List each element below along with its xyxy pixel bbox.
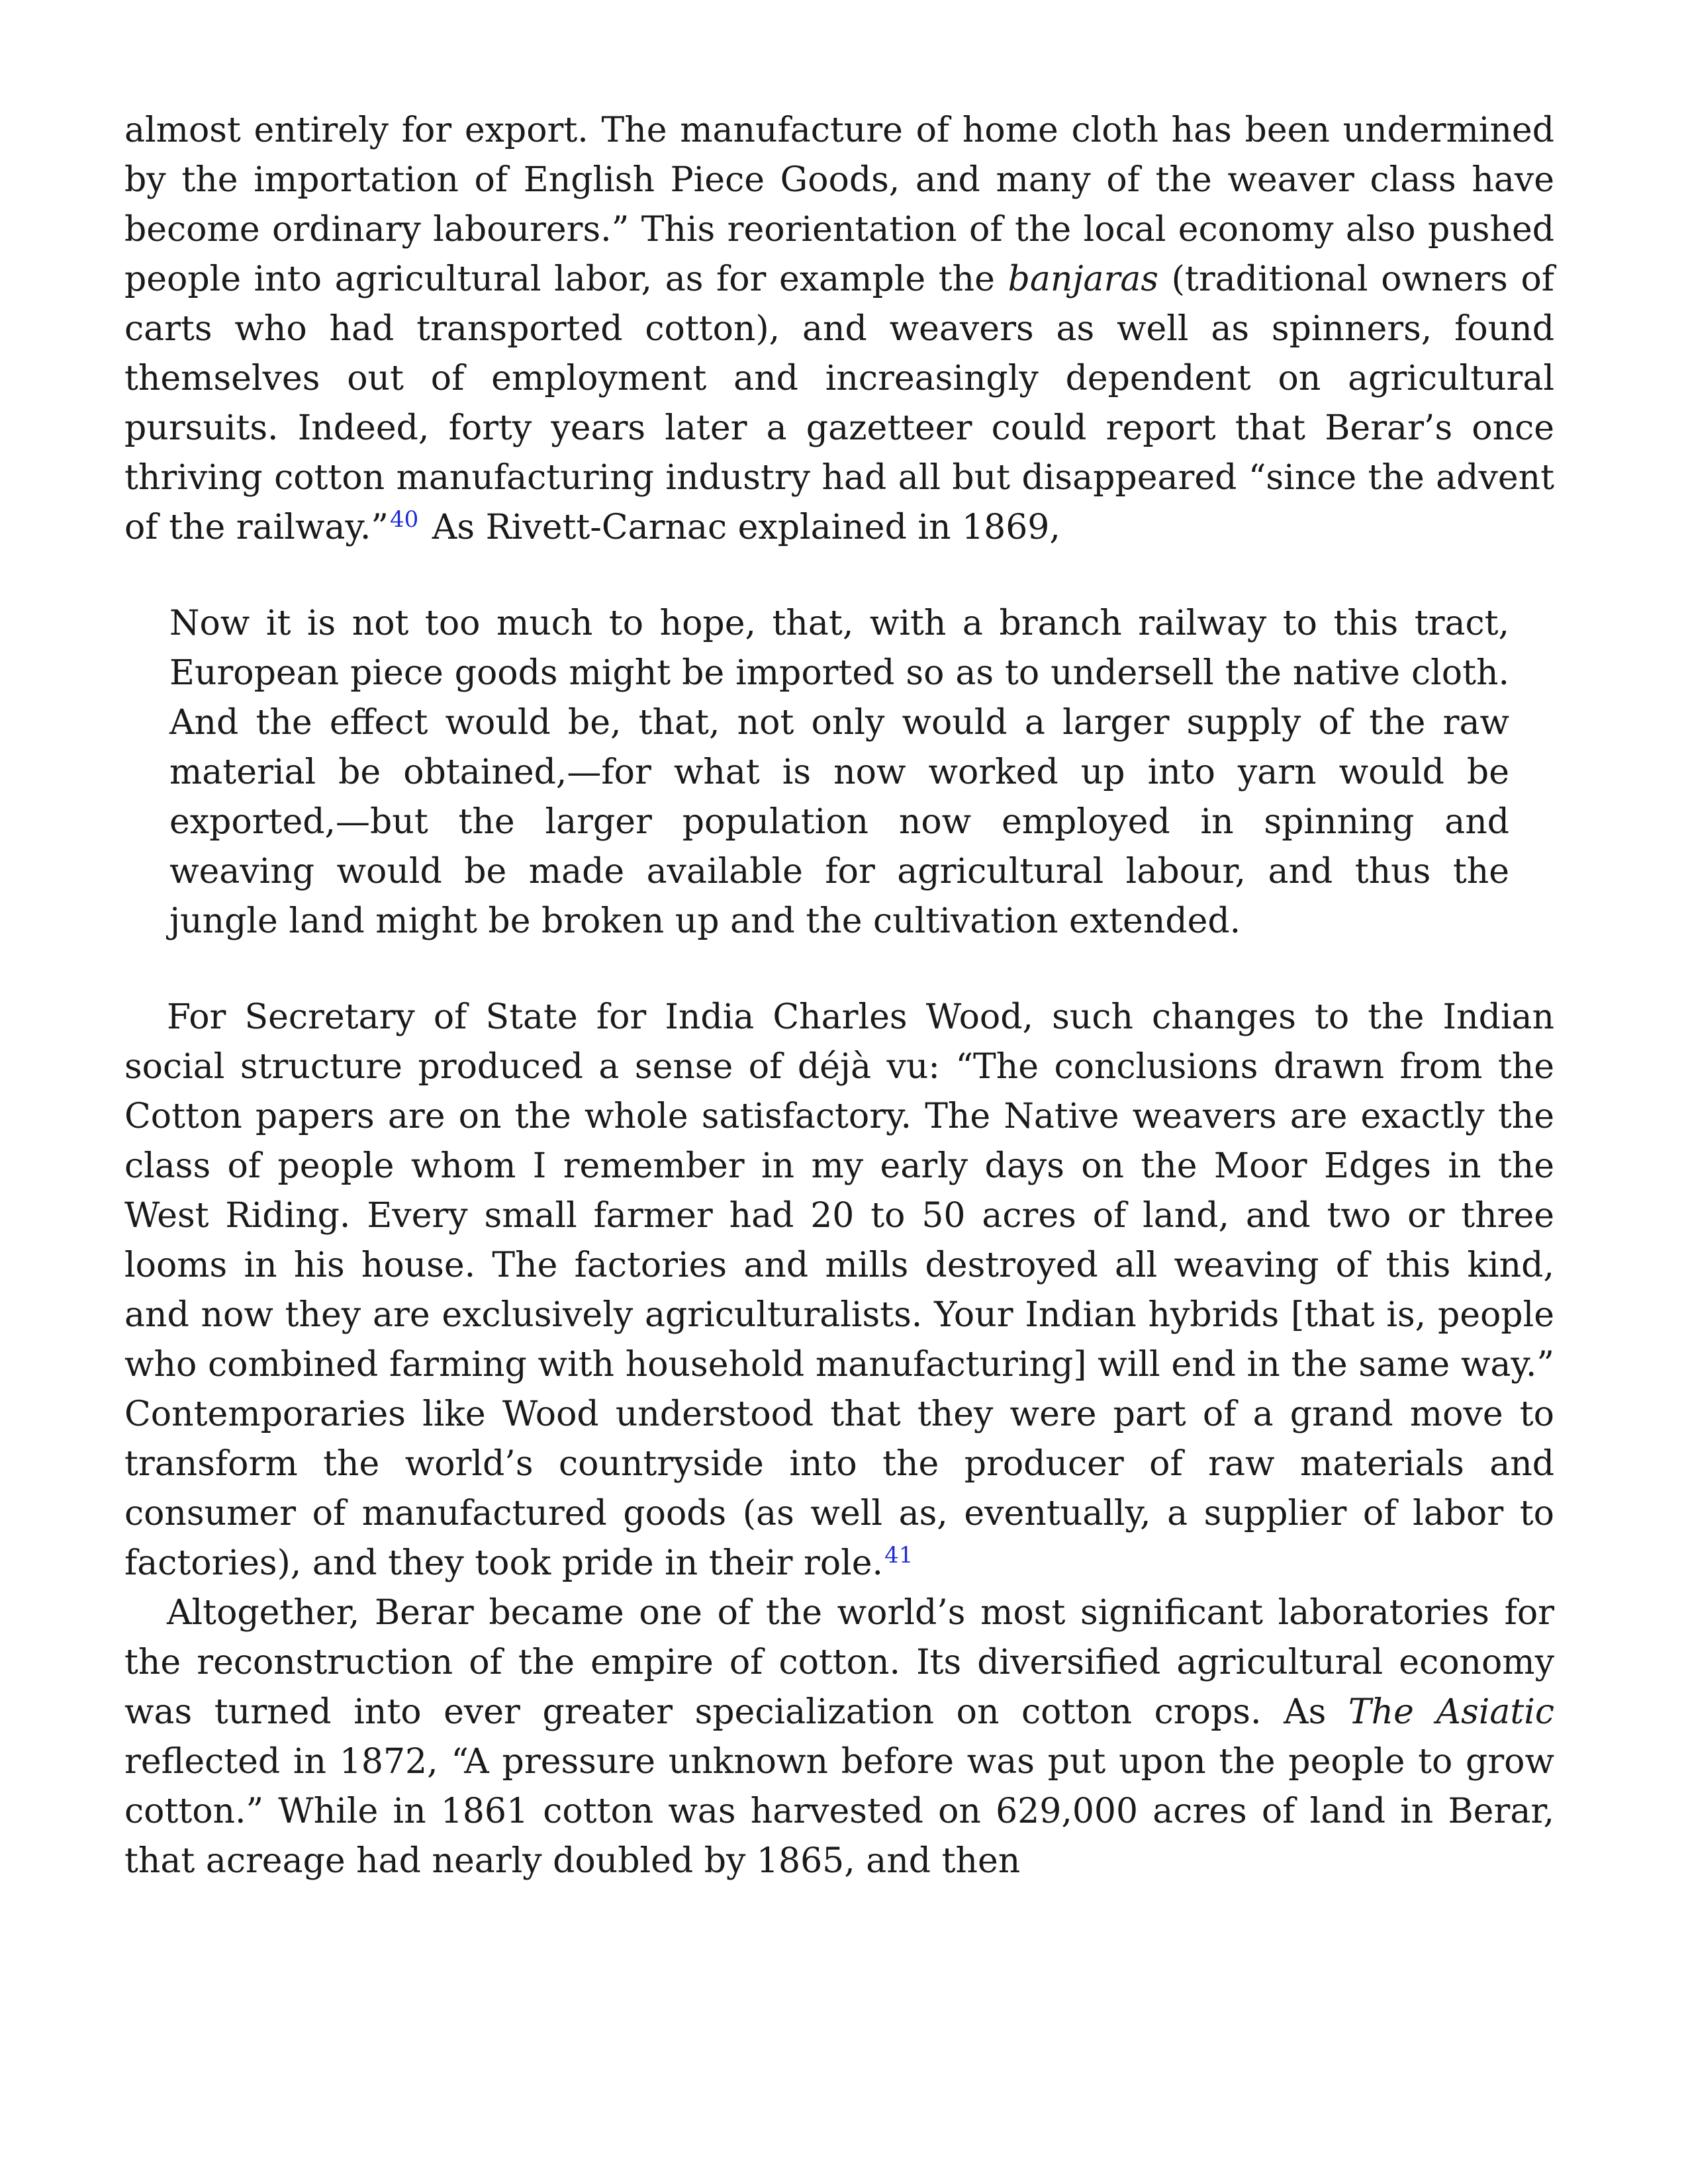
block-quote: Now it is not too much to hope, that, with a branch railway to this tract, European piece goods might be imported so as to undersell the native cloth. And the effect would be, that, not only would a larger supply of the raw material be obtained,—for what is now worked up into yarn would be exported,—but the larger population now employed in spinning and weaving would be made available for agricultural labour, and thus the jungle land might be broken up and the cultivation extended. bbox=[169, 604, 1509, 941]
paragraph-2 bbox=[124, 993, 1554, 1588]
paragraph-3-italic-title: The Asiatic bbox=[1348, 1692, 1554, 1732]
page-body bbox=[124, 106, 1554, 1886]
footnote-ref-40[interactable]: 40 bbox=[390, 506, 419, 533]
footnote-ref-41[interactable]: 41 bbox=[884, 1541, 914, 1569]
paragraph-1 bbox=[124, 106, 1554, 553]
paragraph-3-text-a: Altogether, Berar became one of the world’s most significant laboratories for the reconstruction of the empire of cotton. Its diversified agricultural economy was turned into ever greater specialization on cotton crops. As bbox=[124, 1593, 1554, 1732]
paragraph-3-text-b: reflected in 1872, “A pressure unknown before was put upon the people to grow cotton.” While in 1861 cotton was harvested on 629,000 acres of land in Berar, that acreage had nearly doubled by 1865, and then bbox=[124, 1742, 1554, 1881]
paragraph-1-text-a: almost entirely for export. The manufacture of home cloth has been undermined by the importation of English Piece Goods, and many of the weaver class have become ordinary labourers.” This reorientation of the local economy also pushed people into agricultural labor, as for example the bbox=[124, 111, 1554, 299]
paragraph-1-text-c: As Rivett-Carnac explained in 1869, bbox=[421, 508, 1060, 547]
paragraph-1-text-b: (traditional owners of carts who had transported cotton), and weavers as well as spinners, found themselves out of employment and increasingly dependent on agricultural pursuits. Indeed, forty years later a gazetteer could report that Berar’s once thriving cotton manufacturing industry had all but disappeared “since the advent of the railway.” bbox=[124, 259, 1554, 547]
paragraph-1-italic-term: banjaras bbox=[1008, 259, 1159, 299]
paragraph-3 bbox=[124, 1588, 1554, 1886]
paragraph-2-text: For Secretary of State for India Charles Wood, such changes to the Indian social structure produced a sense of déjà vu: “The conclusions drawn from the Cotton papers are on the whole satisfactory. The Native weavers are exactly the class of people whom I remember in my early days on the Moor Edges in the West Riding. Every small farmer had 20 to 50 acres of land, and two or three looms in his house. The factories and mills destroyed all weaving of this kind, and now they are exclusively agriculturalists. Your Indian hybrids [that is, people who combined farming with household manufacturing] will end in the same way.” Contemporaries like Wood understood that they were part of a grand move to transform the world’s countryside into the producer of raw materials and consumer of manufactured goods (as well as, eventually, a supplier of labor to factories), and they took pride in their role. bbox=[124, 997, 1554, 1583]
